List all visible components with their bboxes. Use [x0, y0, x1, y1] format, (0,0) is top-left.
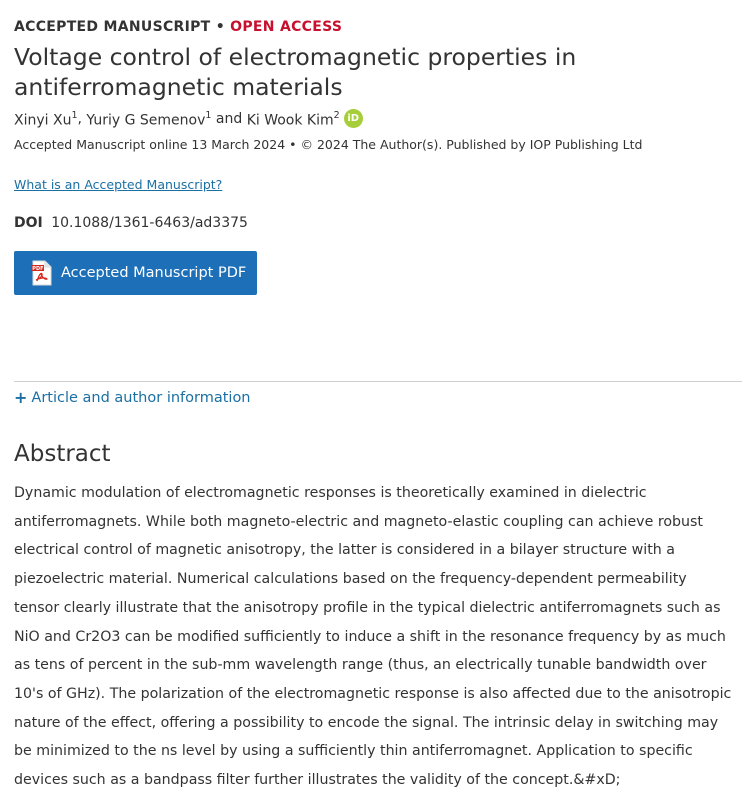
author-link[interactable]: Xinyi Xu$^1$: [14, 110, 78, 129]
article-and-author-info-toggle[interactable]: [14, 388, 251, 407]
accepted-manuscript-pdf-button[interactable]: [14, 251, 257, 295]
author-link[interactable]: Yuriy G Semenov$^1$: [86, 110, 212, 129]
author-list: [14, 111, 363, 130]
svg-text:PDF: PDF: [32, 266, 44, 272]
author-separator: and: [211, 111, 247, 127]
doi-label: DOI: [14, 215, 43, 231]
author-affiliation: 2: [333, 110, 340, 121]
status-separator: •: [215, 19, 225, 35]
accepted-manuscript-label: ACCEPTED MANUSCRIPT: [14, 19, 211, 35]
author-affiliation: 1: [71, 110, 78, 121]
doi-line: [14, 215, 248, 231]
doi-value[interactable]: 10.1088/1361-6463/ad3375: [51, 215, 248, 231]
abstract-heading: Abstract: [14, 441, 111, 467]
pdf-button-label: Accepted Manuscript PDF: [61, 265, 247, 281]
orcid-icon[interactable]: iD: [344, 109, 363, 128]
open-access-label: OPEN ACCESS: [230, 19, 343, 35]
author-affiliation: 1: [205, 110, 212, 121]
author-separator: ,: [77, 111, 87, 127]
article-title: Voltage control of electromagnetic properties in antiferromagnetic materials: [14, 43, 577, 101]
article-info-label: Article and author information: [31, 389, 251, 406]
what-is-accepted-manuscript-link[interactable]: What is an Accepted Manuscript?: [14, 177, 223, 192]
pdf-icon: [31, 260, 53, 286]
article-status: [14, 19, 342, 35]
author-link[interactable]: Ki Wook Kim$^2$: [246, 110, 340, 129]
section-divider: [14, 381, 742, 382]
plus-icon: +: [14, 388, 28, 407]
publication-info: Accepted Manuscript online 13 March 2024 • © 2024 The Author(s). Published by IOP Publishing Ltd: [14, 137, 643, 152]
abstract-text: Dynamic modulation of electromagnetic responses is theoretically examined in dielectric antiferromagnets. While both magneto-electric and magneto-elastic coupling can achieve robust electrical control of magnetic anisotropy, the latter is considered in a bilayer structure with a piezoelectric material. Numerical calculations based on the frequency-dependent permeability tensor clearly illustrate that the anisotropy profile in the typical dielectric antiferromagnets such as NiO and Cr2O3 can be modified sufficiently to induce a shift in the resonance frequency by as much as tens of percent in the sub-mm wavelength range (thus, an electrically tunable bandwidth over 10's of GHz). The polarization of the electromagnetic response is also affected due to the anisotropic nature of the effect, offering a possibility to encode the signal. The intrinsic delay in switching may be minimized to the ns level by using a sufficiently thin antiferromagnet. Application to specific devices such as a bandpass filter further illustrates the validity of the concept.&#xD;: [14, 485, 732, 789]
